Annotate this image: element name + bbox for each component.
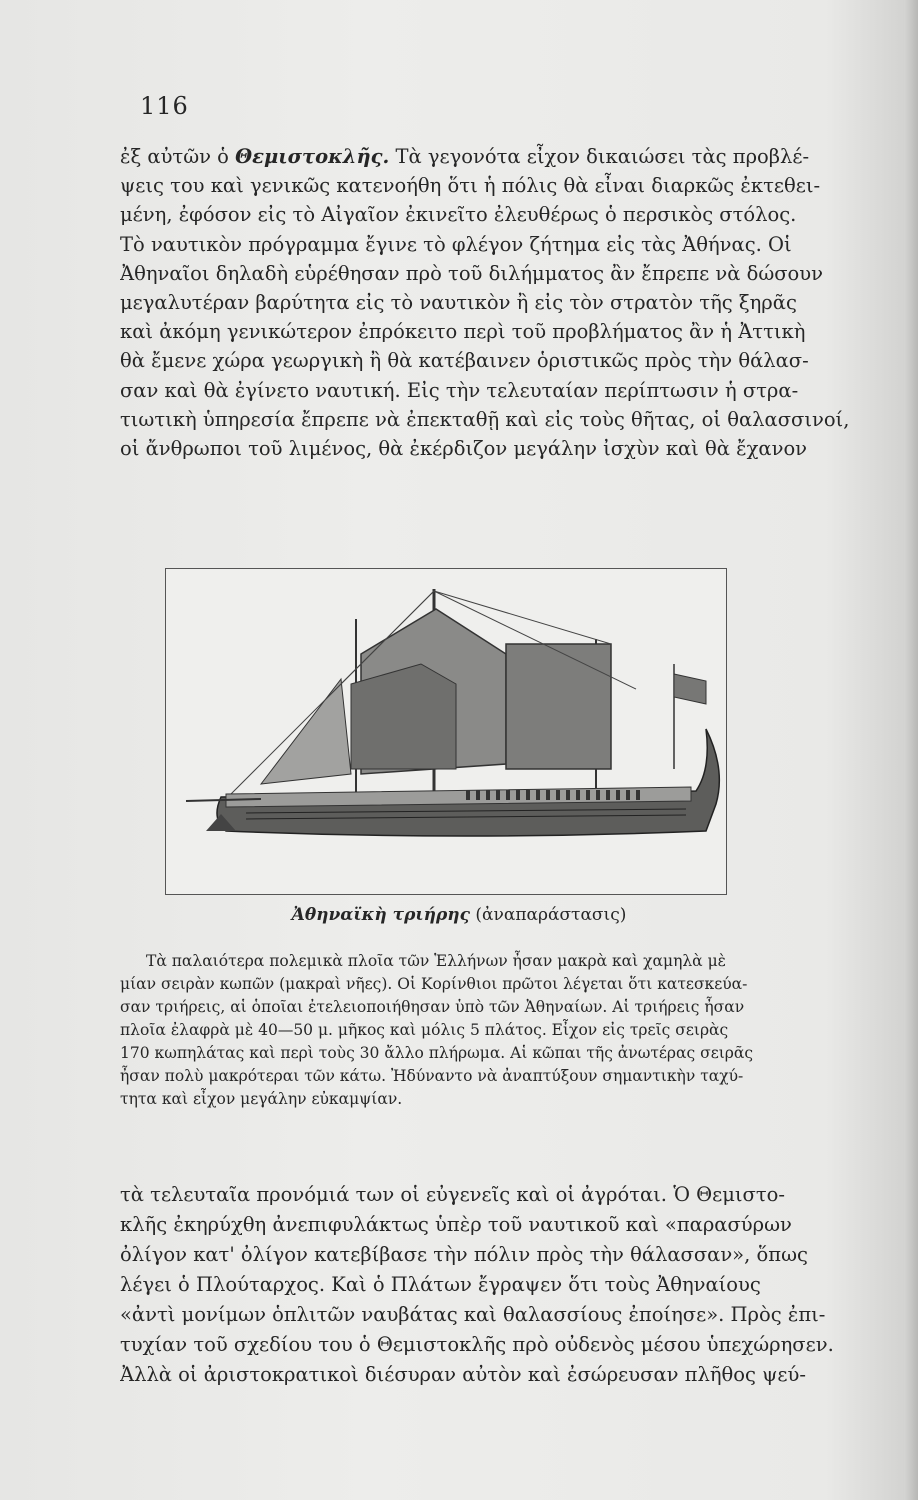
text-line: τητα καὶ εἶχον μεγάλην εὐκαμψίαν. [120, 1090, 403, 1108]
text-line: Τὰ παλαιότερα πολεμικὰ πλοῖα τῶν Ἑλλήνων ἦσαν μακρὰ καὶ χαμηλὰ μὲ [146, 952, 726, 970]
text-line: ὀλίγον κατ' ὀλίγον κατεβίβασε τὴν πόλιν πρὸς τὴν θάλασσαν», ὅπως [120, 1243, 808, 1266]
text-line: τυχίαν τοῦ σχεδίου του ὁ Θεμιστοκλῆς πρὸ οὐδενὸς μέσου ὑπεχώρησεν. [120, 1333, 834, 1356]
text-line: κλῆς ἐκηρύχθη ἀνεπιφυλάκτως ὑπὲρ τοῦ ναυτικοῦ καὶ «παρασύρων [120, 1213, 792, 1236]
page-number: 116 [140, 92, 189, 120]
text-line: καὶ ἀκόμη γενικώτερον ἐπρόκειτο περὶ τοῦ προβλήματος ἂν ἡ Ἀττικὴ [120, 320, 806, 344]
text-line: ψεις του καὶ γενικῶς κατενοήθη ὅτι ἡ πόλις θὰ εἶναι διαρκῶς ἐκτεθει- [120, 174, 821, 198]
text-segment: Τὰ γεγονότα εἶχον δικαιώσει τὰς προβλέ- [389, 145, 810, 168]
text-line: 170 κωπηλάτας καὶ περὶ τοὺς 30 ἄλλο πλήρωμα. Αἱ κῶπαι τῆς ἀνωτέρας σειρᾶς [120, 1044, 754, 1062]
text-line: οἱ ἄνθρωποι τοῦ λιμένος, θὰ ἐκέρδιζον μεγάλην ἰσχὺν καὶ θὰ ἔχανον [120, 436, 808, 460]
page-edge-shadow [904, 0, 918, 1500]
text-line: λέγει ὁ Πλούταρχος. Καὶ ὁ Πλάτων ἔγραψεν ὅτι τοὺς Ἀθηναίους [120, 1273, 761, 1296]
text-line: Ἀλλὰ οἱ ἀριστοκρατικοὶ διέσυραν αὐτὸν καὶ ἐσώρευσαν πλῆθος ψεύ- [120, 1363, 806, 1386]
text-line [120, 142, 910, 171]
text-line: πλοῖα ἐλαφρὰ μὲ 40—50 μ. μῆκος καὶ μόλις 5 πλάτος. Εἶχον εἰς τρεῖς σειρὰς [120, 1021, 729, 1039]
text-line: μεγαλυτέραν βαρύτητα εἰς τὸ ναυτικὸν ἢ εἰς τὸν στρατὸν τῆς ξηρᾶς [120, 290, 797, 314]
caption-title: Ἀθηναϊκὴ τριήρης [291, 905, 470, 925]
figure-caption [0, 905, 918, 925]
trireme-illustration [165, 568, 727, 895]
emphasized-name: Θεμιστοκλῆς. [235, 145, 390, 168]
text-line: θὰ ἔμενε χώρα γεωργικὴ ἢ θὰ κατέβαινεν ὁριστικῶς πρὸς τὴν θάλασ- [120, 349, 809, 373]
second-paragraph [120, 1180, 910, 1390]
text-segment: ἐξ αὐτῶν ὁ [120, 145, 229, 168]
text-line: μένη, ἐφόσον εἰς τὸ Αἰγαῖον ἐκινεῖτο ἐλευθέρως ὁ περσικὸς στόλος. [120, 203, 797, 227]
text-line: τὰ τελευταῖα προνόμιά των οἱ εὐγενεῖς καὶ οἱ ἀγρόται. Ὁ Θεμιστο- [120, 1183, 785, 1206]
ship-drawing [166, 569, 726, 894]
text-line: «ἀντὶ μονίμων ὁπλιτῶν ναυβάτας καὶ θαλασσίους ἐποίησε». Πρὸς ἐπι- [120, 1303, 826, 1326]
text-line: Τὸ ναυτικὸν πρόγραμμα ἔγινε τὸ φλέγον ζήτημα εἰς τὰς Ἀθήνας. Οἱ [120, 232, 792, 256]
caption-note: (ἀναπαράστασις) [475, 905, 627, 925]
text-line: σαν καὶ θὰ ἐγίνετο ναυτική. Εἰς τὴν τελευταίαν περίπτωσιν ἡ στρα- [120, 378, 799, 402]
caption-paragraph [120, 950, 910, 1111]
main-paragraph [120, 142, 910, 463]
text-line: τιωτικὴ ὑπηρεσία ἔπρεπε νὰ ἐπεκταθῇ καὶ εἰς τοὺς θῆτας, οἱ θαλασσινοί, [120, 407, 850, 431]
text-line: ἦσαν πολὺ μακρότεραι τῶν κάτω. Ἠδύναντο νὰ ἀναπτύξουν σημαντικὴν ταχύ- [120, 1067, 744, 1085]
text-line: μίαν σειρὰν κωπῶν (μακραὶ νῆες). Οἱ Κορίνθιοι πρῶτοι λέγεται ὅτι κατεσκεύα- [120, 975, 748, 993]
text-line: Ἀθηναῖοι δηλαδὴ εὑρέθησαν πρὸ τοῦ διλήμματος ἂν ἔπρεπε νὰ δώσουν [120, 261, 823, 285]
text-line: σαν τριήρεις, αἱ ὁποῖαι ἐτελειοποιήθησαν ὑπὸ τῶν Ἀθηναίων. Αἱ τριήρεις ἦσαν [120, 998, 745, 1016]
